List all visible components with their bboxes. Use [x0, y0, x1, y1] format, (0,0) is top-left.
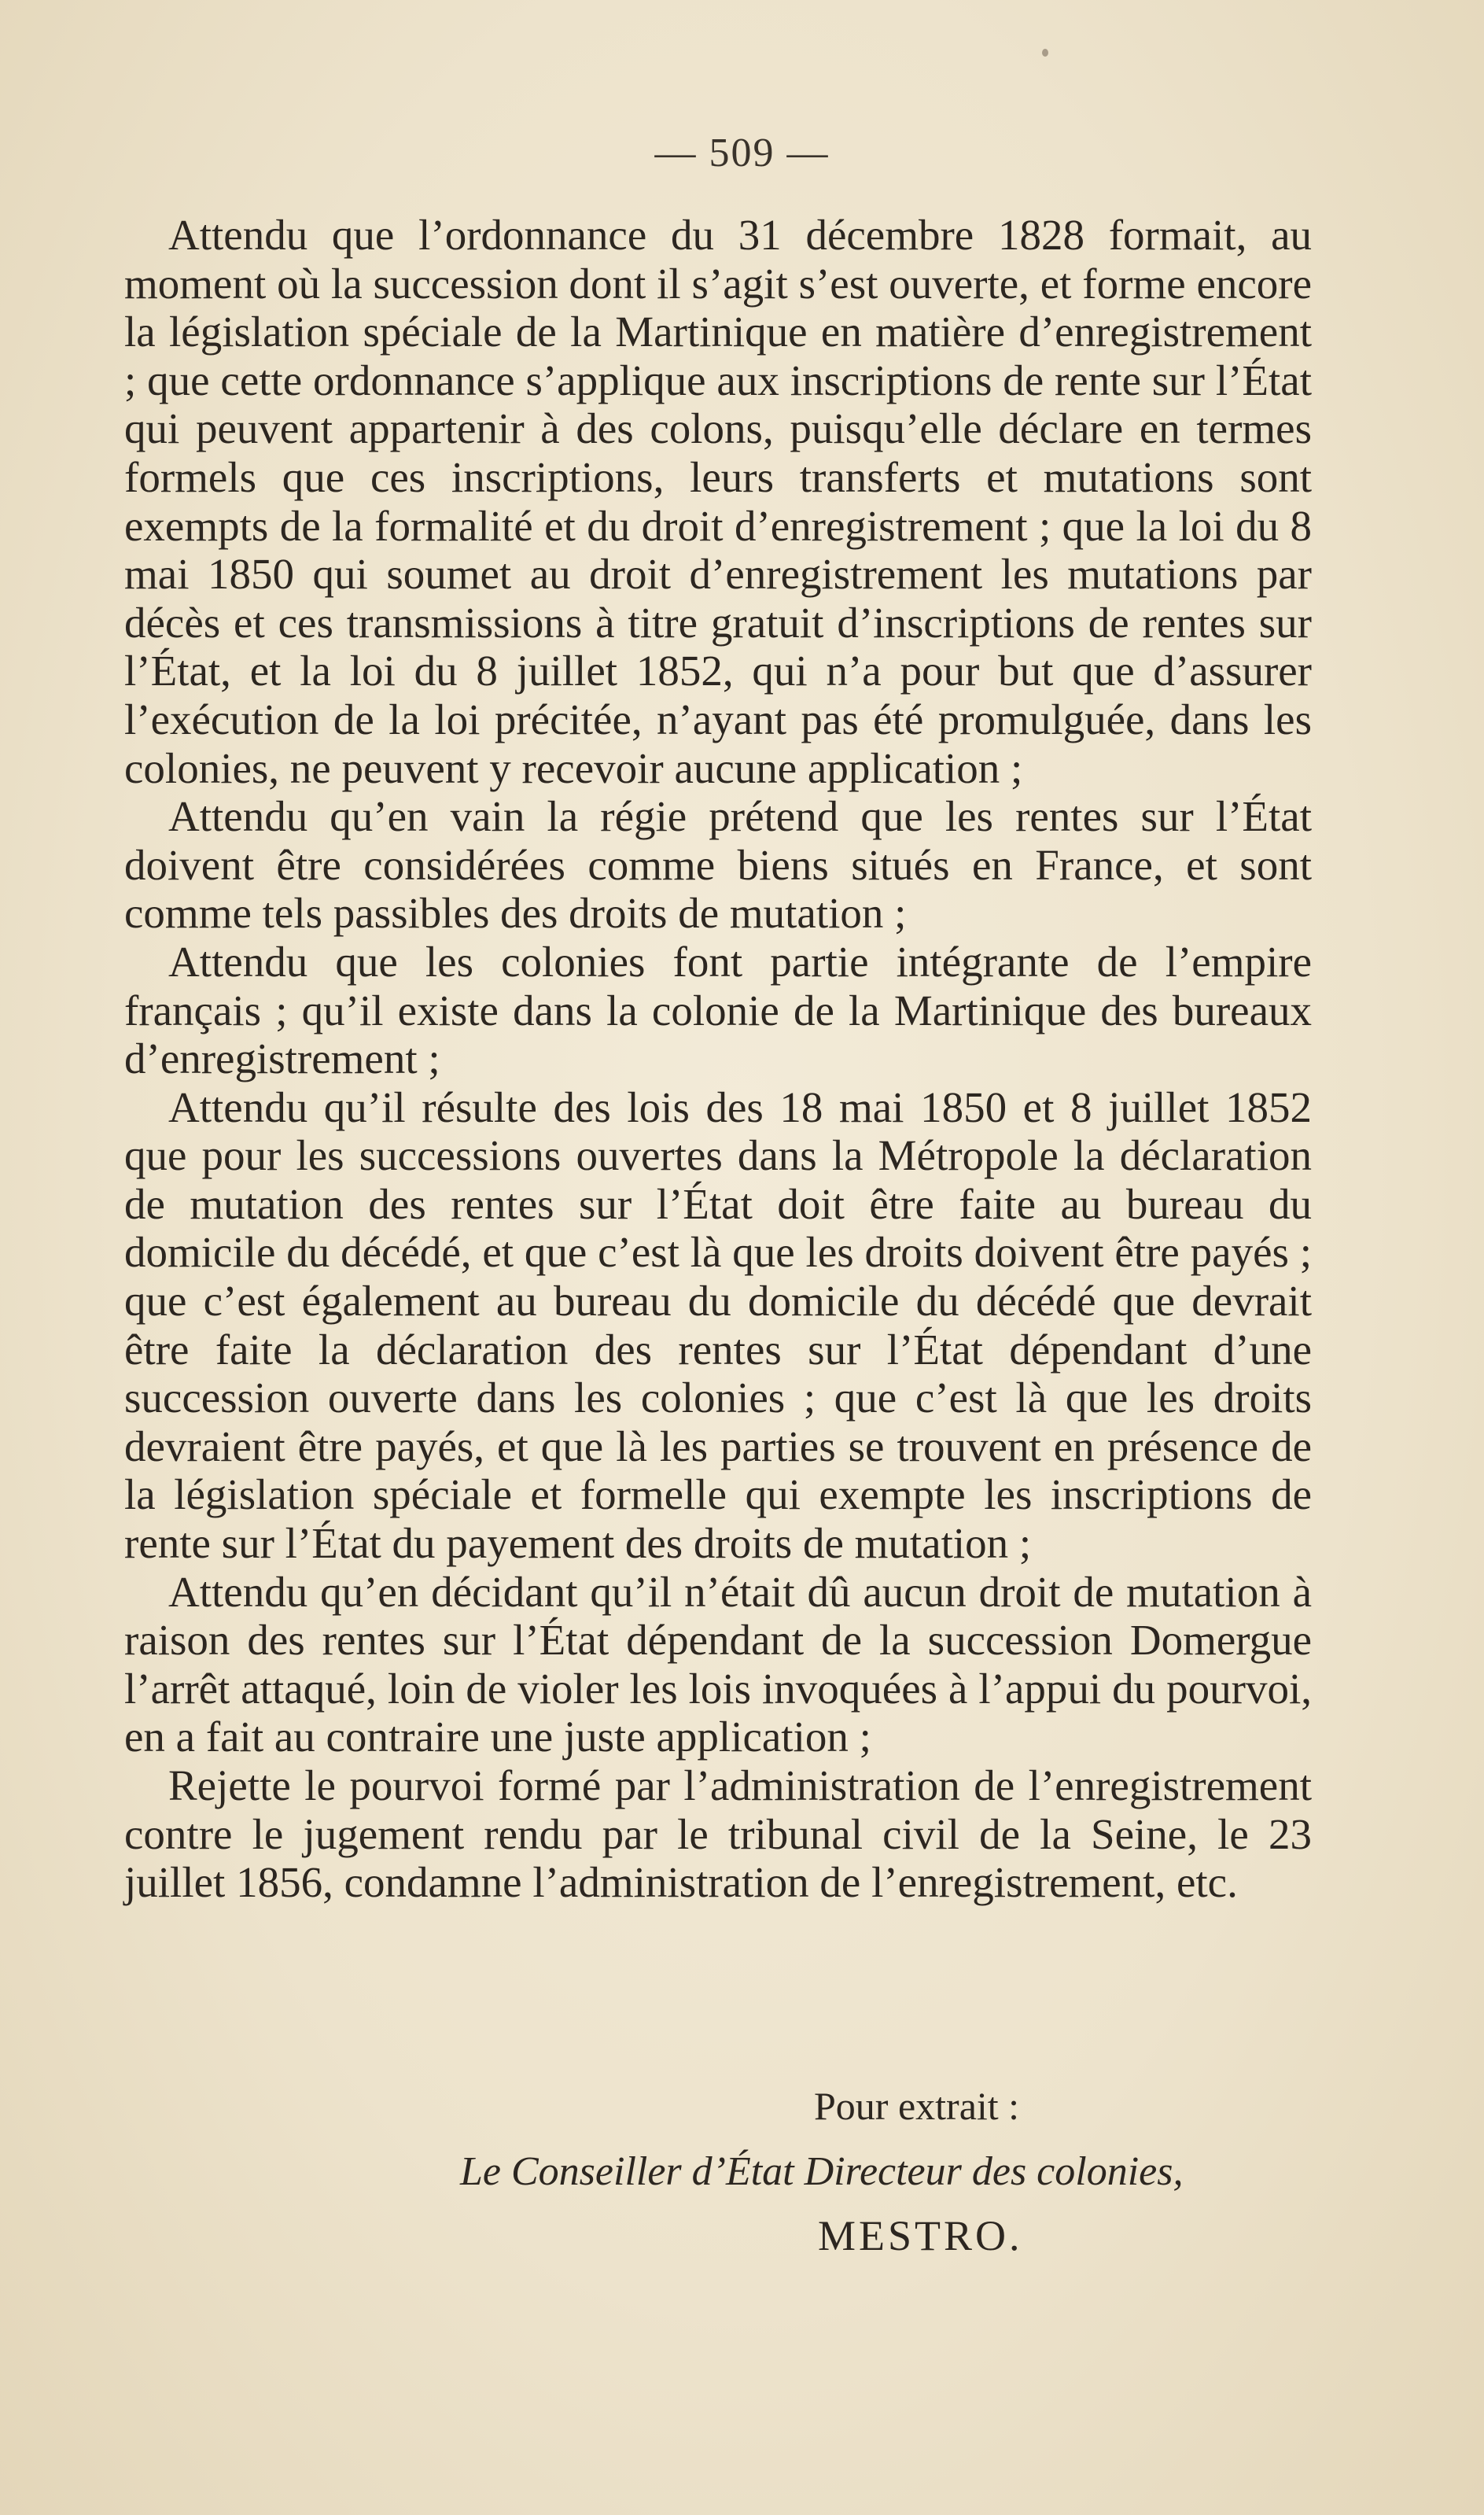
body-text [124, 211, 1312, 1907]
paragraph: Attendu qu’il résulte des lois des 18 mai 1850 et 8 juillet 1852 que pour les successions ouvertes dans la Métropole la déclaration de mutation des rentes sur l’État doit être faite au bureau du domicile du décédé, et que c’est là que les droits doivent être payés ; que c’est également au bureau du domicile du décédé que devrait être faite la déclaration des rentes sur l’État dépendant d’une succession ouverte dans les colonies ; que c’est là que les droits devraient être payés, et que là les parties se trouvent en présence de la législation spéciale et formelle qui exempte les inscriptions de rente sur l’État du payement des droits de mutation ; [124, 1082, 1312, 1568]
signature-name: MESTRO. [818, 2212, 1023, 2259]
paragraph: Attendu que les colonies font partie intégrante de l’empire français ; qu’il existe dans la colonie de la Martinique des bureaux d’enregistrement ; [124, 937, 1312, 1083]
paper-speck [1042, 49, 1048, 57]
page-number: — 509 — [654, 131, 830, 175]
pour-extrait-label: Pour extrait : [814, 2084, 1020, 2128]
paragraph: Attendu qu’en vain la régie prétend que les rentes sur l’État doivent être considérées comme biens situés en France, et sont comme tels passibles des droits de mutation ; [124, 792, 1312, 938]
signature-title: Le Conseiller d’État Directeur des colonies, [460, 2149, 1184, 2194]
paragraph: Attendu que l’ordonnance du 31 décembre 1828 formait, au moment où la succession dont il s’agit s’est ouverte, et forme encore la législation spéciale de la Martinique en matière d’enregistrement ; que cette ordonnance s’applique aux inscriptions de rente sur l’État qui peuvent appartenir à des colons, puisqu’elle déclare en termes formels que ces inscriptions, leurs transferts et mutations sont exempts de la formalité et du droit d’enregistrement ; que la loi du 8 mai 1850 qui soumet au droit d’enregistrement les mutations par décès et ces transmissions à titre gratuit d’inscriptions de rentes sur l’État, et la loi du 8 juillet 1852, qui n’a pour but que d’assurer l’exécution de la loi précitée, n’ayant pas été promulguée, dans les colonies, ne peuvent y recevoir aucune application ; [124, 211, 1312, 792]
paragraph: Attendu qu’en décidant qu’il n’était dû aucun droit de mutation à raison des rentes sur l’État dépendant de la succession Domergue l’arrêt attaqué, loin de violer les lois invoquées à l’appui du pourvoi, en a fait au contraire une juste application ; [124, 1567, 1312, 1761]
paragraph: Rejette le pourvoi formé par l’administration de l’enregistrement contre le jugement rendu par le tribunal civil de la Seine, le 23 juillet 1856, condamne l’administration de l’enregistrement, etc. [124, 1761, 1312, 1907]
